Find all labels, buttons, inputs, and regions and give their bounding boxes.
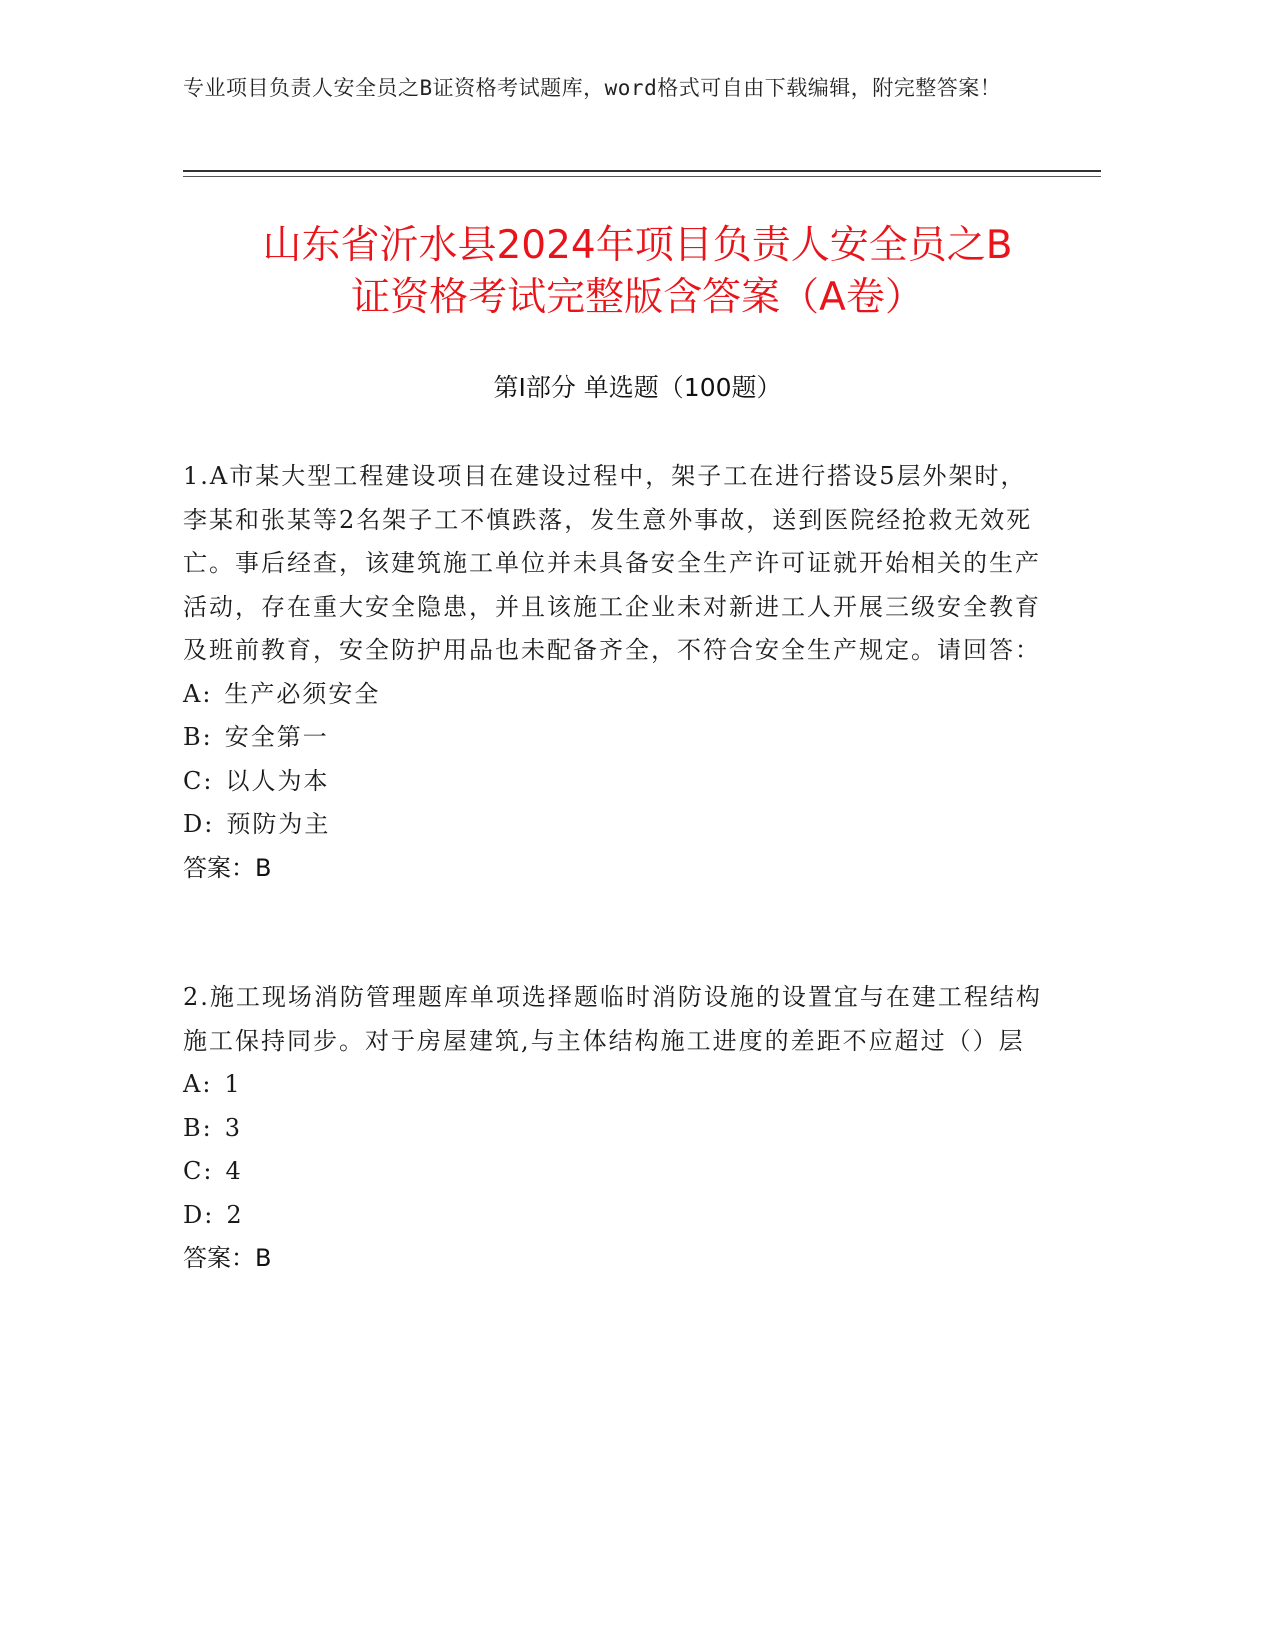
option-b	[183, 716, 1043, 760]
option-text: 以人为本	[225, 766, 330, 795]
question-stem: 1.A市某大型工程建设项目在建设过程中，架子工在进行搭设5层外架时，李某和张某等2名架子工不慎跌落，发生意外事故，送到医院经抢救无效死亡。事后经查，该建筑施工单位并未具备安全生产许可证就开始相关的生产活动，存在重大安全隐患，并且该施工企业未对新进工人开展三级安全教育及班前教育，安全防护用品也未配备齐全，不符合安全生产规定。请回答：	[183, 462, 1041, 664]
question-stem: 2.施工现场消防管理题库单项选择题临时消防设施的设置宜与在建工程结构施工保持同步。对于房屋建筑,与主体结构施工进度的差距不应超过（）层	[183, 983, 1042, 1055]
header-note: 专业项目负责人安全员之B证资格考试题库，word格式可自由下载编辑，附完整答案！	[183, 76, 1002, 100]
header-divider-thin	[183, 176, 1101, 177]
option-text: 1	[224, 1070, 242, 1098]
option-key: A:	[183, 679, 213, 708]
option-d	[183, 1194, 1043, 1238]
option-c	[183, 760, 1043, 804]
header-divider-thick	[183, 170, 1101, 172]
section-title: 第Ⅰ部分 单选题（100题）	[493, 373, 782, 402]
option-d	[183, 803, 1043, 847]
option-key: B:	[183, 1113, 213, 1142]
answer-line: 答案：B	[183, 1244, 272, 1272]
option-b	[183, 1107, 1043, 1151]
question-2	[183, 976, 1043, 1281]
option-key: C:	[183, 766, 214, 795]
option-text: 3	[224, 1113, 243, 1142]
option-text: 预防为主	[226, 810, 331, 838]
document-title	[150, 220, 1125, 324]
option-c	[183, 1150, 1043, 1194]
option-a	[183, 673, 1043, 717]
option-key: D:	[183, 1200, 215, 1229]
option-text: 生产必须安全	[224, 679, 381, 708]
option-key: D:	[183, 810, 215, 838]
option-text: 安全第一	[224, 723, 329, 751]
option-text: 4	[225, 1157, 243, 1185]
answer-line: 答案：B	[183, 853, 272, 882]
option-a	[183, 1063, 1043, 1107]
option-key: B:	[183, 723, 213, 751]
option-key: A:	[183, 1070, 213, 1098]
option-key: C:	[183, 1157, 214, 1185]
document-title-line-2: 证资格考试完整版含答案（A卷）	[351, 275, 924, 320]
question-1	[183, 455, 1043, 890]
option-text: 2	[226, 1200, 244, 1229]
document-title-line-1: 山东省沂水县2024年项目负责人安全员之B	[262, 223, 1013, 268]
